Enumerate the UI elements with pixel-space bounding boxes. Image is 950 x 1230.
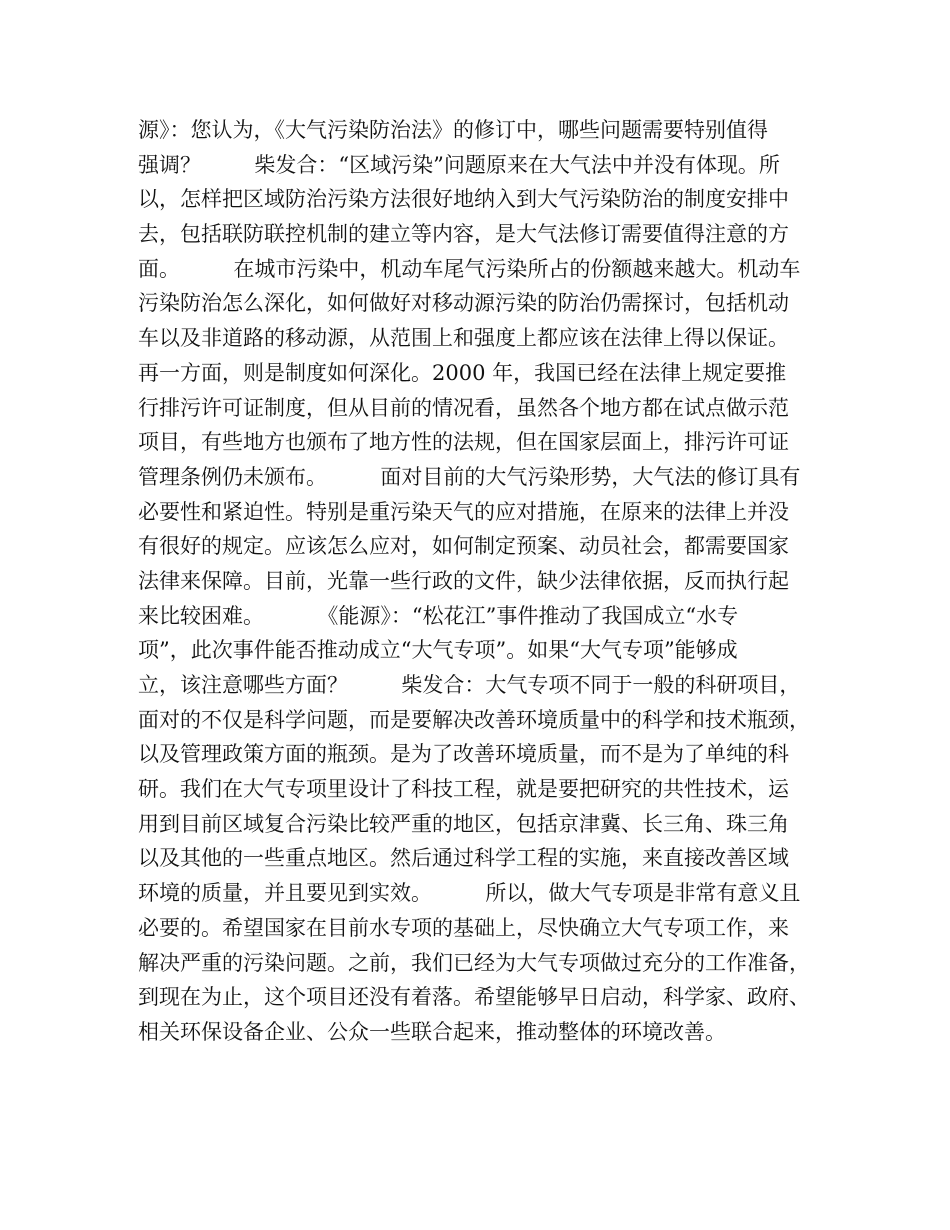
text-line: 行排污许可证制度，但从目前的情况看，虽然各个地方都在试点做示范 [138,395,789,420]
text-line: 源》：您认为，《大气污染防治法》的修订中，哪些问题需要特别值得 [138,118,768,142]
text-line: 强调？ 柴发合：“区域污染”问题原来在大气法中并没有体现。所 [138,152,780,177]
text-line: 立，该注意哪些方面？ 柴发合：大气专项不同于一般的科研项目， [138,673,801,697]
text-line: 来比较困难。 《能源》：“松花江”事件推动了我国成立“水专 [138,603,739,628]
text-line: 项目，有些地方也颁布了地方性的法规，但在国家层面上，排污许可证 [138,430,789,455]
text-line: 环境的质量，并且要见到实效。 所以，做大气专项是非常有意义且 [138,881,801,906]
text-line: 车以及非道路的移动源，从范围上和强度上都应该在法律上得以保证。 [138,326,789,351]
text-line: 污染防治怎么深化，如何做好对移动源污染的防治仍需探讨，包括机动 [138,291,789,316]
text-line: 再一方面，则是制度如何深化。2000 年，我国已经在法律上规定要推 [138,360,787,385]
text-line: 面对的不仅是科学问题，而是要解决改善环境质量中的科学和技术瓶颈， [138,707,810,732]
text-line: 必要的。希望国家在目前水专项的基础上，尽快确立大气专项工作，来 [138,915,789,940]
text-line: 研。我们在大气专项里设计了科技工程，就是要把研究的共性技术，运 [138,777,789,802]
text-line: 以及其他的一些重点地区。然后通过科学工程的实施，来直接改善区域 [138,846,789,871]
text-line: 项”，此次事件能否推动成立“大气专项”。如果“大气专项”能够成 [138,638,738,663]
text-line: 必要性和紧迫性。特别是重污染天气的应对措施，在原来的法律上并没 [138,499,789,524]
text-line: 法律来保障。目前，光靠一些行政的文件，缺少法律依据，反而执行起 [138,568,789,593]
text-line: 到现在为止，这个项目还没有着落。希望能够早日启动，科学家、政府、 [138,985,810,1010]
text-line: 面。 在城市污染中，机动车尾气污染所占的份额越来越大。机动车 [138,256,801,281]
text-line: 用到目前区域复合污染比较严重的地区，包括京津冀、长三角、珠三角 [138,811,789,836]
text-line: 相关环保设备企业、公众一些联合起来，推动整体的环境改善。 [138,1019,726,1044]
text-line: 管理条例仍未颁布。 面对目前的大气污染形势，大气法的修订具有 [138,464,801,489]
text-line: 以，怎样把区域防治污染方法很好地纳入到大气污染防治的制度安排中 [138,187,789,212]
text-line: 解决严重的污染问题。之前，我们已经为大气专项做过充分的工作准备， [138,950,810,975]
body-text [138,113,818,1050]
text-line: 有很好的规定。应该怎么应对，如何制定预案、动员社会，都需要国家 [138,534,789,559]
text-line: 以及管理政策方面的瓶颈。是为了改善环境质量，而不是为了单纯的科 [138,742,789,767]
text-line: 去，包括联防联控机制的建立等内容，是大气法修订需要值得注意的方 [138,222,789,247]
